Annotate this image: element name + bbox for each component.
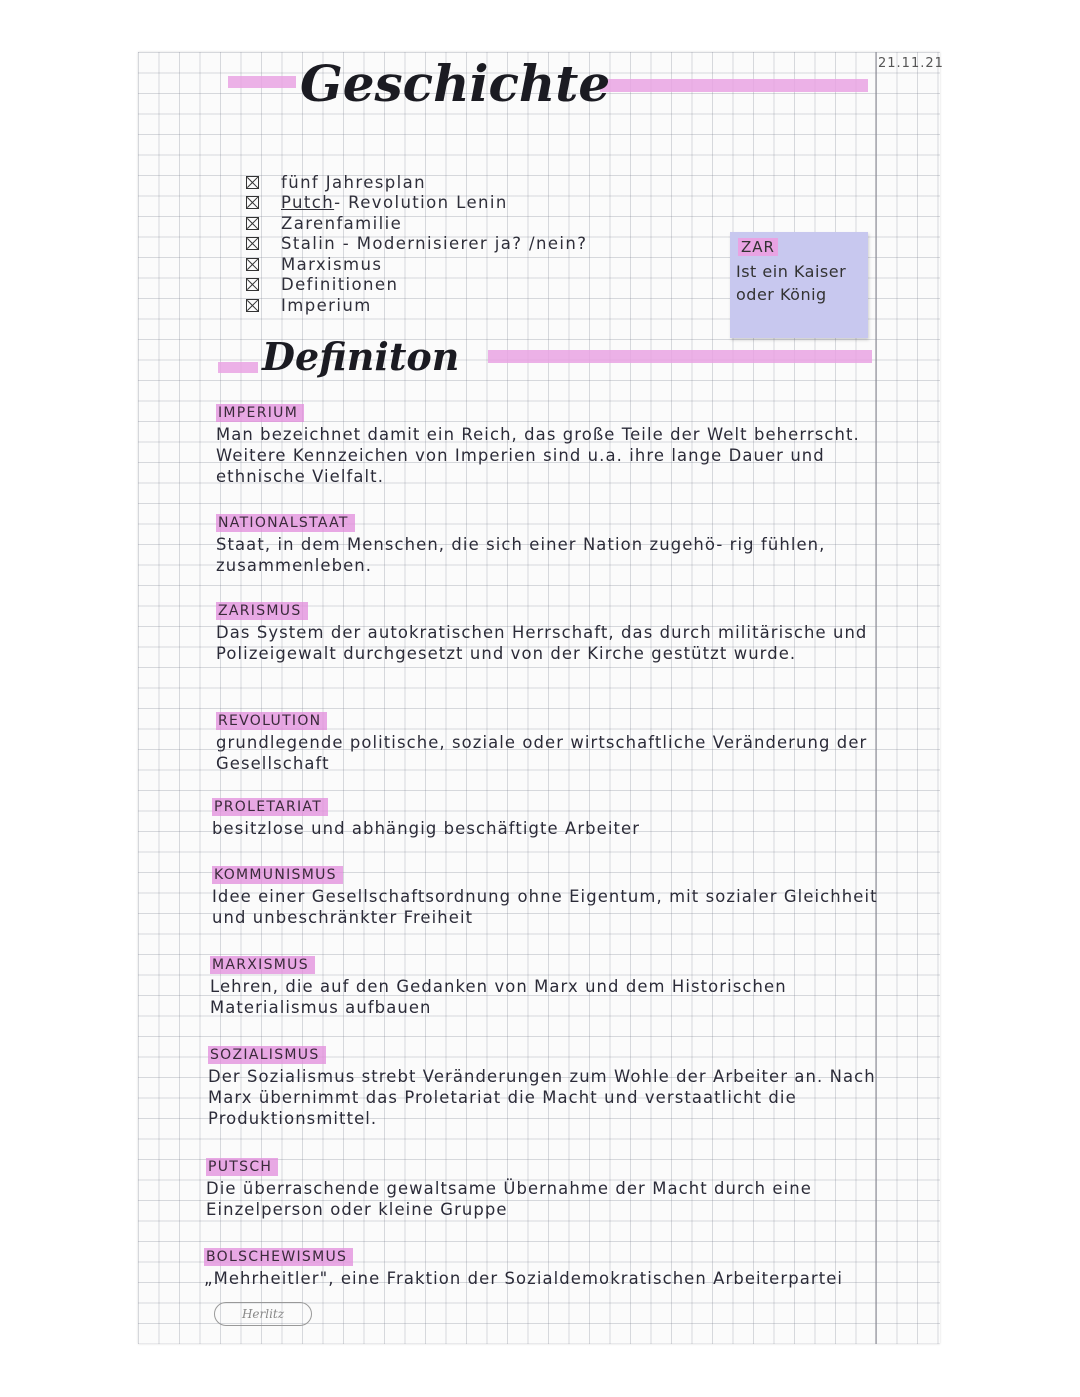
- date-label: 21.11.21: [878, 56, 944, 71]
- checked-box-icon: [246, 196, 259, 209]
- definition-bolschewismus: [204, 1246, 894, 1289]
- checklist-item[interactable]: Putch - Revolution Lenin: [246, 193, 587, 214]
- term-label: IMPERIUM: [216, 404, 304, 422]
- definition-marxismus: [210, 954, 900, 1018]
- brand-logo: Herlitz: [214, 1302, 312, 1326]
- term-label: KOMMUNISMUS: [212, 866, 343, 884]
- definition-text: Der Sozialismus strebt Veränderungen zum Wohle der Arbeiter an. Nach Marx übernimmt das Proletariat die Macht und verstaatlicht die Produktionsmittel.: [208, 1067, 876, 1128]
- section-highlight-left: [218, 362, 258, 373]
- checked-box-icon: [246, 176, 259, 189]
- definition-kommunismus: [212, 864, 902, 928]
- term-label: SOZIALISMUS: [208, 1046, 326, 1064]
- definition-text: Die überraschende gewaltsame Übernahme der Macht durch eine Einzelperson oder kleine Gruppe: [206, 1179, 812, 1219]
- definition-text: Lehren, die auf den Gedanken von Marx und dem Historischen Materialismus aufbauen: [210, 977, 787, 1017]
- title-highlight-right: [600, 79, 868, 92]
- sticky-note-text: Ist ein Kaiser oder König: [736, 262, 847, 304]
- page-title: Geschichte: [300, 54, 611, 113]
- section-title: Definiton: [262, 334, 460, 379]
- checklist-item[interactable]: Zarenfamilie: [246, 213, 587, 234]
- term-label: REVOLUTION: [216, 712, 327, 730]
- definition-nationalstaat: [216, 512, 906, 576]
- checked-box-icon: [246, 237, 259, 250]
- term-label: MARXISMUS: [210, 956, 315, 974]
- definition-text: besitzlose und abhängig beschäftigte Arbeiter: [212, 819, 641, 838]
- term-label: NATIONALSTAAT: [216, 514, 355, 532]
- term-label: PROLETARIAT: [212, 798, 328, 816]
- section-highlight-right: [488, 350, 872, 363]
- definition-zarismus: [216, 600, 906, 664]
- title-highlight-left: [228, 76, 296, 88]
- term-label: BOLSCHEWISMUS: [204, 1248, 353, 1266]
- definition-text: „Mehrheitler", eine Fraktion der Sozialdemokratischen Arbeiterpartei: [204, 1269, 844, 1288]
- sticky-note: [730, 232, 868, 338]
- term-label: PUTSCH: [206, 1158, 278, 1176]
- definition-imperium: [216, 402, 906, 487]
- definition-sozialismus: [208, 1044, 898, 1129]
- definition-text: Das System der autokratischen Herrschaft, das durch militärische und Polizeigewalt durchgesetzt und von der Kirche gestützt wurde.: [216, 623, 868, 663]
- checklist-item[interactable]: Marxismus: [246, 254, 587, 275]
- definition-text: grundlegende politische, soziale oder wirtschaftliche Veränderung der Gesellschaft: [216, 733, 868, 773]
- checked-box-icon: [246, 217, 259, 230]
- checklist-item[interactable]: Stalin - Modernisierer ja? /nein?: [246, 234, 587, 255]
- checklist-item[interactable]: fünf Jahresplan: [246, 172, 587, 193]
- definition-putsch: [206, 1156, 896, 1220]
- checklist-item[interactable]: Definitionen: [246, 275, 587, 296]
- checked-box-icon: [246, 299, 259, 312]
- term-label: ZARISMUS: [216, 602, 308, 620]
- definition-proletariat: [212, 796, 902, 839]
- todo-checklist: [246, 172, 587, 316]
- definition-revolution: [216, 710, 906, 774]
- checklist-item[interactable]: Imperium: [246, 295, 587, 316]
- sticky-note-title: ZAR: [738, 238, 778, 256]
- definition-text: Man bezeichnet damit ein Reich, das große Teile der Welt beherrscht. Weitere Kennzeichen von Imperien sind u.a. ihre lange Dauer und ethnische Vielfalt.: [216, 425, 860, 486]
- checked-box-icon: [246, 278, 259, 291]
- definition-text: Idee einer Gesellschaftsordnung ohne Eigentum, mit sozialer Gleichheit und unbeschränkter Freiheit: [212, 887, 878, 927]
- margin-line: [875, 52, 877, 1344]
- checked-box-icon: [246, 258, 259, 271]
- definition-text: Staat, in dem Menschen, die sich einer Nation zugehö- rig fühlen, zusammenleben.: [216, 535, 826, 575]
